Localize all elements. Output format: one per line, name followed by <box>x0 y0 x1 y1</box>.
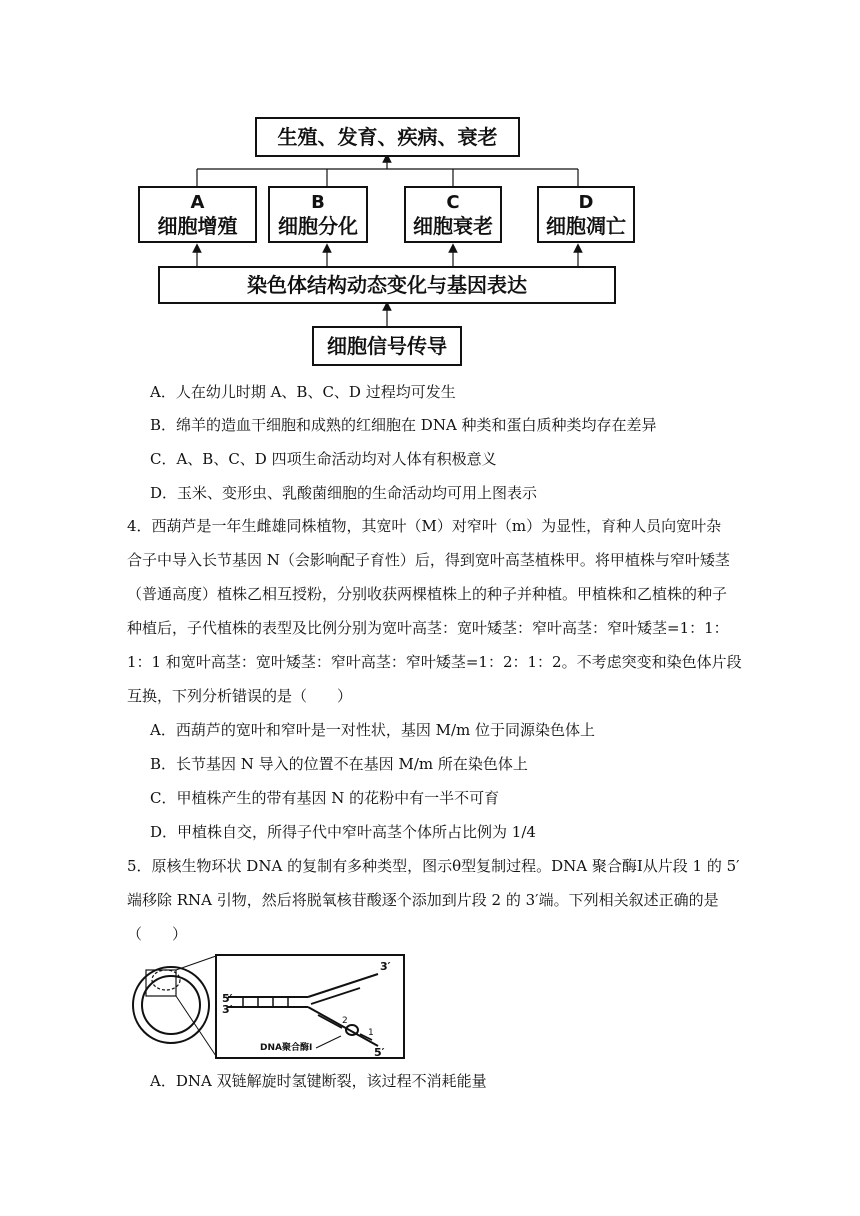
dna-replication-figure <box>128 952 408 1062</box>
enzyme-label: DNA聚合酶Ⅰ <box>260 1043 313 1053</box>
q4-stem-line: （普通高度）植株乙相互授粉，分别收获两棵植株上的种子并种植。甲植株和乙植株的种子 <box>127 585 728 603</box>
q4-option-c: C．甲植株产生的带有基因 N 的花粉中有一半不可育 <box>150 789 500 807</box>
process-box-b <box>268 186 368 243</box>
q4-option-a: A．西葫芦的宽叶和窄叶是一对性状，基因 M/m 位于同源染色体上 <box>150 721 596 739</box>
q4-stem-line: 1：1 和宽叶高茎：宽叶矮茎：窄叶高茎：窄叶矮茎=1：2：1：2。不考虑突变和染色体片段 <box>127 653 742 671</box>
fragment-label: 1 <box>368 1028 374 1038</box>
end-label: 3′ <box>380 960 391 973</box>
mechanism-label: 染色体结构动态变化与基因表达 <box>247 273 527 297</box>
circular-dna-outer <box>133 967 209 1043</box>
q3-option-d: D．玉米、变形虫、乳酸菌细胞的生命活动均可用上图表示 <box>150 484 538 502</box>
circular-dna-inner <box>142 976 200 1034</box>
q4-stem-line: 互换，下列分析错误的是（ ） <box>127 687 353 705</box>
q3-option-b: B．绵羊的造血干细胞和成熟的红细胞在 DNA 种类和蛋白质种类均存在差异 <box>150 416 657 434</box>
q5-stem-line: 5．原核生物环状 DNA 的复制有多种类型，图示θ型复制过程。DNA 聚合酶Ⅰ从片段 1 的 5′ <box>127 857 740 875</box>
q5-stem-line: 端移除 RNA 引物，然后将脱氧核苷酸逐个添加到片段 2 的 3′端。下列相关叙述正确的是 <box>127 891 719 909</box>
q5-option-a: A．DNA 双链解旋时氢键断裂，该过程不消耗能量 <box>150 1072 487 1090</box>
end-label: 5′ <box>374 1046 385 1059</box>
process-letter: D <box>578 191 594 213</box>
signal-label: 细胞信号传导 <box>327 334 447 358</box>
outcome-box <box>255 117 520 157</box>
outcome-label: 生殖、发育、疾病、衰老 <box>277 125 498 149</box>
q5-stem-line: （ ） <box>127 925 188 943</box>
end-label: 5′ <box>222 992 233 1005</box>
process-letter: B <box>311 191 325 213</box>
signal-box <box>312 326 462 366</box>
fragment-label: 2 <box>342 1016 348 1026</box>
mechanism-box <box>158 266 616 304</box>
process-box-c <box>404 186 502 243</box>
q4-stem-line: 合子中导入长节基因 N（会影响配子育性）后，得到宽叶高茎植株甲。将甲植株与窄叶矮茎 <box>127 551 730 569</box>
process-box-a <box>138 186 257 243</box>
process-letter: C <box>446 191 460 213</box>
q4-stem-line: 4．西葫芦是一年生雌雄同株植物，其宽叶（M）对窄叶（m）为显性，育种人员向宽叶杂 <box>127 517 722 535</box>
process-label: 细胞凋亡 <box>546 213 626 238</box>
process-label: 细胞增殖 <box>157 213 238 238</box>
q3-option-c: C．A、B、C、D 四项生命活动均对人体有积极意义 <box>150 450 497 468</box>
q4-option-b: B．长节基因 N 导入的位置不在基因 M/m 所在染色体上 <box>150 755 528 773</box>
process-label: 细胞衰老 <box>413 213 493 238</box>
process-label: 细胞分化 <box>278 213 358 238</box>
process-box-d <box>537 186 635 243</box>
q3-option-a: A．人在幼儿时期 A、B、C、D 过程均可发生 <box>150 383 456 401</box>
q4-stem-line: 种植后，子代植株的表型及比例分别为宽叶高茎：宽叶矮茎：窄叶高茎：窄叶矮茎=1：1： <box>127 619 729 637</box>
end-label: 3′ <box>222 1003 233 1016</box>
q4-option-d: D．甲植株自交，所得子代中窄叶高茎个体所占比例为 1/4 <box>150 823 536 841</box>
process-letter: A <box>190 191 205 213</box>
